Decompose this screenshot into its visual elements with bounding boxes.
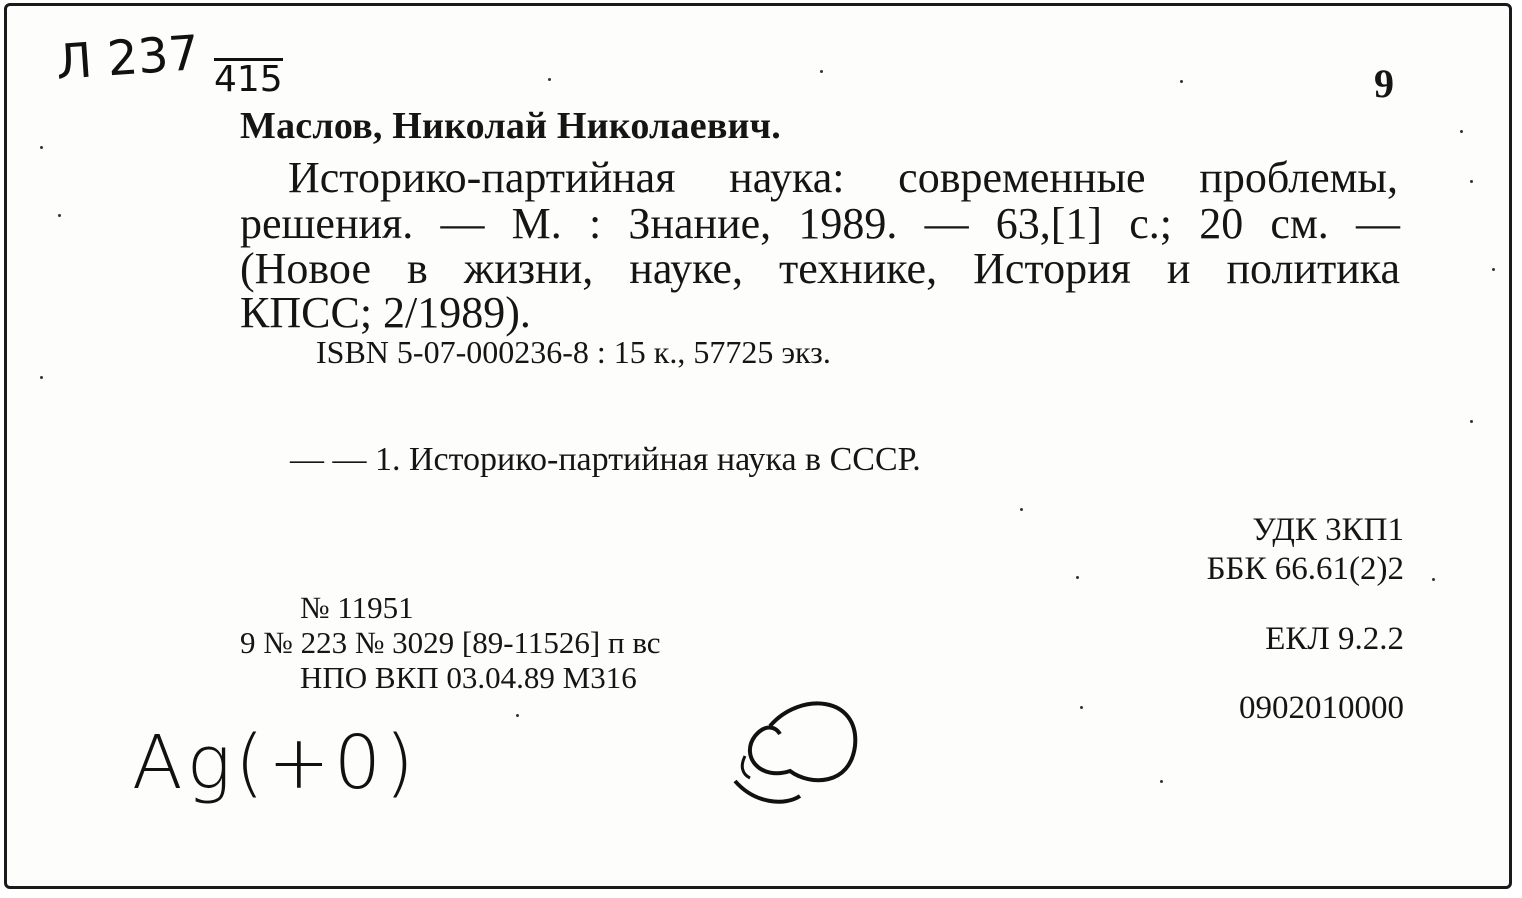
scan-speck	[1492, 268, 1495, 271]
scan-speck	[1160, 780, 1163, 783]
scan-speck	[516, 714, 519, 717]
isbn-line: ISBN 5-07-000236-8 : 15 к., 57725 экз.	[316, 334, 831, 370]
scan-speck	[58, 214, 61, 217]
catalog-code: 0902010000	[1239, 690, 1404, 726]
udk-code: УДК 3КП1	[1252, 512, 1404, 548]
scan-speck	[1076, 576, 1079, 579]
scan-speck	[548, 78, 551, 81]
author-heading: Маслов, Николай Николаевич.	[240, 105, 781, 147]
title-line-2: решения. — М. : Знание, 1989. — 63,[1] с.; 20 см. —	[240, 199, 1400, 248]
title-line-3: (Новое в жизни, науке, технике, История и политика	[240, 244, 1400, 293]
scan-speck	[1460, 130, 1463, 133]
scan-speck	[1020, 508, 1023, 511]
card-number: 9	[1374, 61, 1394, 106]
title-line-1: Историко-партийная наука: современные проблемы,	[288, 153, 1398, 202]
print-info-number: № 11951	[300, 590, 414, 625]
scan-speck	[1470, 180, 1473, 183]
subject-heading: — — 1. Историко-партийная наука в СССР.	[290, 441, 921, 478]
ekl-code: ЕКЛ 9.2.2	[1265, 621, 1404, 657]
bbk-code: ББК 66.61(2)2	[1206, 551, 1404, 587]
scan-speck	[40, 146, 43, 149]
title-line-4: КПСС; 2/1989).	[240, 288, 531, 337]
scan-speck	[40, 376, 43, 379]
handwritten-circle-mark	[720, 686, 880, 826]
handwritten-shelf-code: Л 237	[54, 25, 201, 91]
print-info-order: 9 № 223 № 3029 [89-11526] п вс	[240, 625, 661, 660]
handwritten-fraction: 415	[214, 59, 283, 100]
handwritten-bottom-note: Аg(+0)	[132, 720, 418, 806]
scan-speck	[1470, 420, 1473, 423]
print-info-publisher: НПО ВКП 03.04.89 М316	[300, 660, 637, 695]
scan-speck	[1432, 578, 1435, 581]
scan-speck	[820, 70, 823, 73]
scan-speck	[1180, 80, 1183, 83]
scan-speck	[1080, 706, 1083, 709]
